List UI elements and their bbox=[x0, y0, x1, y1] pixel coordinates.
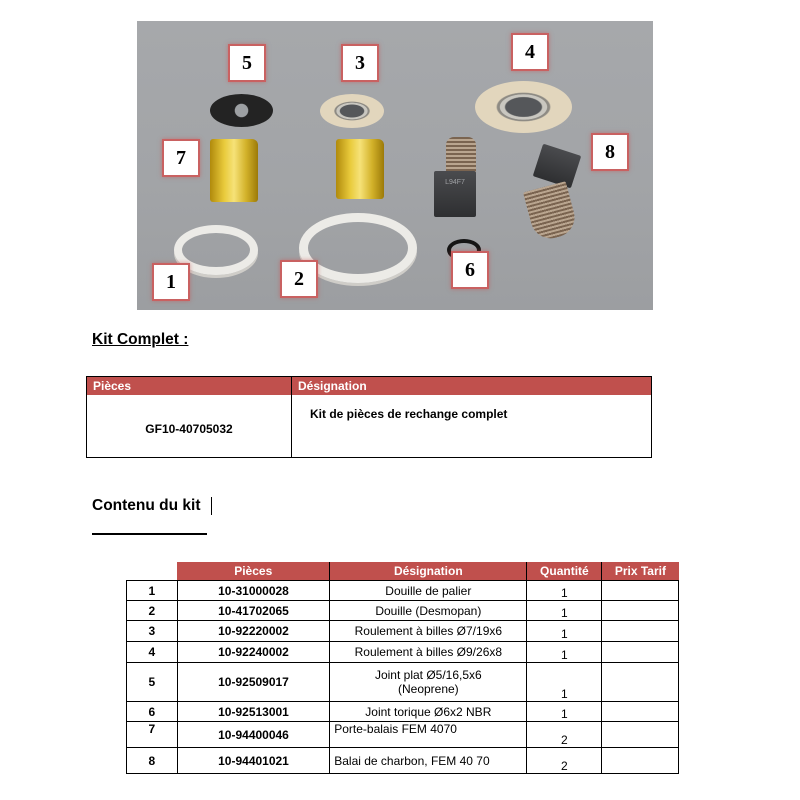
part-price bbox=[602, 601, 679, 621]
part-label-3: 3 bbox=[343, 46, 377, 80]
header-designation: Désignation bbox=[298, 379, 367, 393]
carbon-brush-right bbox=[533, 144, 582, 189]
part-price bbox=[602, 642, 679, 663]
part-price bbox=[602, 702, 679, 722]
small-ball-bearing bbox=[320, 94, 384, 128]
row-index: 5 bbox=[127, 663, 178, 702]
part-quantity: 2 bbox=[527, 722, 602, 748]
row-index: 6 bbox=[127, 702, 178, 722]
part-reference: 10-94400046 bbox=[177, 722, 329, 748]
contenu-title: Contenu du kit bbox=[92, 497, 201, 514]
row-index: 7 bbox=[127, 722, 178, 748]
part-reference: 10-31000028 bbox=[177, 581, 329, 601]
part-reference: 10-92220002 bbox=[177, 621, 329, 642]
part-quantity: 2 bbox=[527, 748, 602, 774]
row-index: 4 bbox=[127, 642, 178, 663]
brush-spring-right bbox=[523, 181, 579, 243]
black-flat-washer bbox=[210, 94, 273, 127]
part-designation: Roulement à billes Ø9/26x8 bbox=[330, 642, 527, 663]
table-header-row bbox=[127, 562, 679, 581]
header-pieces: Pièces bbox=[87, 377, 292, 396]
table-row bbox=[127, 642, 679, 663]
table-row bbox=[127, 748, 679, 774]
part-label-6: 6 bbox=[453, 253, 487, 287]
large-white-bushing bbox=[299, 213, 417, 283]
kit-complet-table bbox=[86, 376, 652, 458]
brass-brush-holder-right bbox=[336, 139, 384, 199]
part-reference: 10-92509017 bbox=[177, 663, 329, 702]
part-quantity: 1 bbox=[527, 581, 602, 601]
carbon-brush-left bbox=[434, 171, 476, 217]
part-quantity: 1 bbox=[527, 601, 602, 621]
table-row bbox=[127, 621, 679, 642]
part-reference: 10-92513001 bbox=[177, 702, 329, 722]
part-quantity: 1 bbox=[527, 702, 602, 722]
kit-reference: GF10-40705032 bbox=[87, 395, 292, 458]
row-index: 3 bbox=[127, 621, 178, 642]
contenu-table bbox=[126, 562, 679, 774]
part-quantity: 1 bbox=[527, 642, 602, 663]
brush-spring-left bbox=[446, 137, 476, 175]
title-rule bbox=[92, 533, 207, 535]
part-designation: Joint plat Ø5/16,5x6 bbox=[374, 668, 482, 682]
part-designation: Douille de palier bbox=[330, 581, 527, 601]
brush-marking: L94F7 bbox=[445, 179, 465, 186]
part-reference: 10-94401021 bbox=[177, 748, 329, 774]
part-designation: Porte-balais FEM 4070 bbox=[330, 722, 527, 748]
table-row bbox=[127, 722, 679, 748]
part-designation: Balai de charbon, FEM 40 70 bbox=[330, 748, 527, 774]
brass-brush-holder-left bbox=[210, 139, 258, 202]
table-row bbox=[127, 702, 679, 722]
part-label-7: 7 bbox=[164, 141, 198, 175]
header-prix: Prix Tarif bbox=[602, 562, 679, 581]
part-quantity: 1 bbox=[527, 621, 602, 642]
part-price bbox=[602, 748, 679, 774]
part-reference: 10-92240002 bbox=[177, 642, 329, 663]
part-label-1: 1 bbox=[154, 265, 188, 299]
row-index: 2 bbox=[127, 601, 178, 621]
part-designation-material: (Neoprene) bbox=[397, 682, 459, 696]
large-ball-bearing bbox=[475, 81, 572, 133]
part-price bbox=[602, 722, 679, 748]
kit-complet-title: Kit Complet : bbox=[92, 331, 189, 348]
parts-photo bbox=[137, 21, 653, 310]
part-price bbox=[602, 663, 679, 702]
part-reference: 10-41702065 bbox=[177, 601, 329, 621]
table-row bbox=[127, 581, 679, 601]
part-designation-cell bbox=[330, 663, 527, 702]
part-label-4: 4 bbox=[513, 35, 547, 69]
part-designation: Douille (Desmopan) bbox=[330, 601, 527, 621]
header-pieces: Pièces bbox=[177, 562, 329, 581]
part-quantity: 1 bbox=[527, 663, 602, 702]
table-header-row bbox=[87, 377, 652, 396]
text-cursor bbox=[211, 497, 212, 515]
header-designation: Désignation bbox=[330, 562, 527, 581]
part-price bbox=[602, 581, 679, 601]
kit-designation: Kit de pièces de rechange complet bbox=[310, 407, 508, 421]
part-designation: Joint torique Ø6x2 NBR bbox=[330, 702, 527, 722]
part-price bbox=[602, 621, 679, 642]
part-label-5: 5 bbox=[230, 46, 264, 80]
part-label-2: 2 bbox=[282, 262, 316, 296]
table-row bbox=[127, 601, 679, 621]
part-label-8: 8 bbox=[593, 135, 627, 169]
header-index bbox=[127, 562, 178, 581]
part-designation: Roulement à billes Ø7/19x6 bbox=[330, 621, 527, 642]
row-index: 1 bbox=[127, 581, 178, 601]
header-quantite: Quantité bbox=[527, 562, 602, 581]
table-row bbox=[87, 395, 652, 458]
row-index: 8 bbox=[127, 748, 178, 774]
table-row bbox=[127, 663, 679, 702]
